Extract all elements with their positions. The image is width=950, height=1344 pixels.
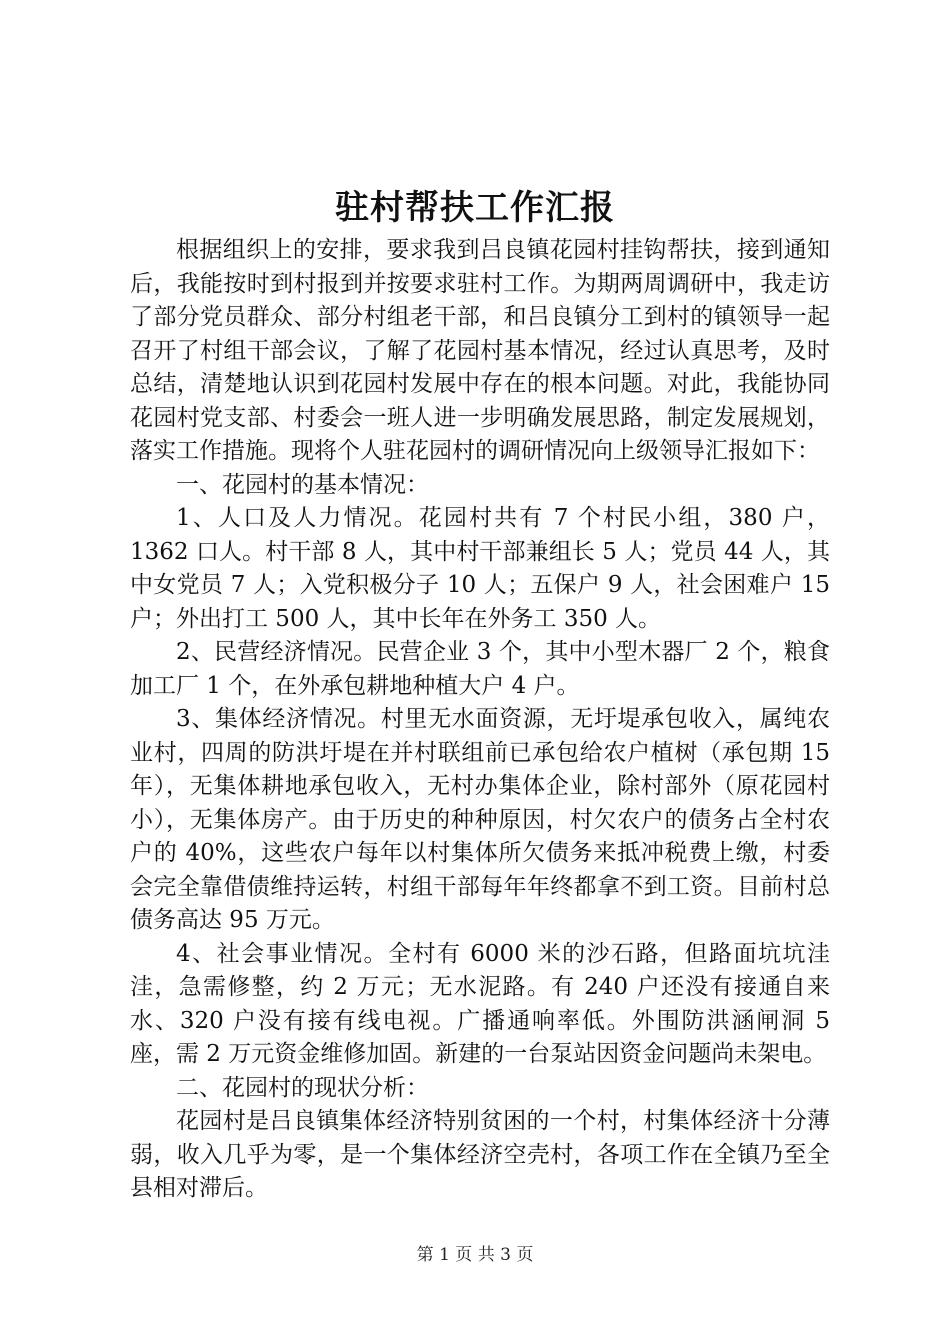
document-body: [130, 234, 830, 1206]
paragraph-collective-economy: 3、集体经济情况。村里无水面资源，无圩堤承包收入，属纯农业村，四周的防洪圩堤在并村联组前已承包给农户植树（承包期 15 年），无集体耕地承包收入，无村办集体企业，除村部外（原花园村小），无集体房产。由于历史的种种原因，村欠农户的债务占全村农户的 40%，这些农户每年以村集体所欠债务来抵冲税费上缴，村委会完全靠借债维持运转，村组干部每年年终都拿不到工资。目前村总债务高达 95 万元。: [130, 706, 830, 933]
document-title: 驻村帮扶工作汇报: [335, 188, 615, 228]
paragraph-population: 1、人口及人力情况。花园村共有 7 个村民小组，380 户，1362 口人。村干部 8 人，其中村干部兼组长 5 人；党员 44 人，其中女党员 7 人；入党积极分子 10 人；五保户 9 人，社会困难户 15 户；外出打工 500 人，其中长年在外务工 350 人。: [130, 505, 830, 632]
section-heading-status-analysis: 二、花园村的现状分析：: [176, 1074, 429, 1101]
paragraph-status-analysis: 花园村是吕良镇集体经济特别贫困的一个村，村集体经济十分薄弱，收入几乎为零，是一个集体经济空壳村，各项工作在全镇乃至全县相对滞后。: [130, 1108, 830, 1201]
page-footer: 第 1 页 共 3 页: [416, 1245, 534, 1265]
paragraph-private-economy: 2、民营经济情况。民营企业 3 个，其中小型木器厂 2 个，粮食加工厂 1 个，在外承包耕地种植大户 4 户。: [130, 639, 830, 699]
paragraph-intro: 根据组织上的安排，要求我到吕良镇花园村挂钩帮扶，接到通知后，我能按时到村报到并按要求驻村工作。为期两周调研中，我走访了部分党员群众、部分村组老干部，和吕良镇分工到村的镇领导一起召开了村组干部会议，了解了花园村基本情况，经过认真思考，及时总结，清楚地认识到花园村发展中存在的根本问题。对此，我能协同花园村党支部、村委会一班人进一步明确发展思路，制定发展规划，落实工作措施。现将个人驻花园村的调研情况向上级领导汇报如下：: [130, 237, 830, 464]
paragraph-social-affairs: 4、社会事业情况。全村有 6000 米的沙石路，但路面坑坑洼洼，急需修整，约 2 万元；无水泥路。有 240 户还没有接通自来水、320 户没有接有线电视。广播通响率低。外围防洪涵闸洞 5 座，需 2 万元资金维修加固。新建的一台泵站因资金问题尚未架电。: [130, 940, 830, 1067]
section-heading-basic-situation: 一、花园村的基本情况：: [176, 471, 429, 498]
